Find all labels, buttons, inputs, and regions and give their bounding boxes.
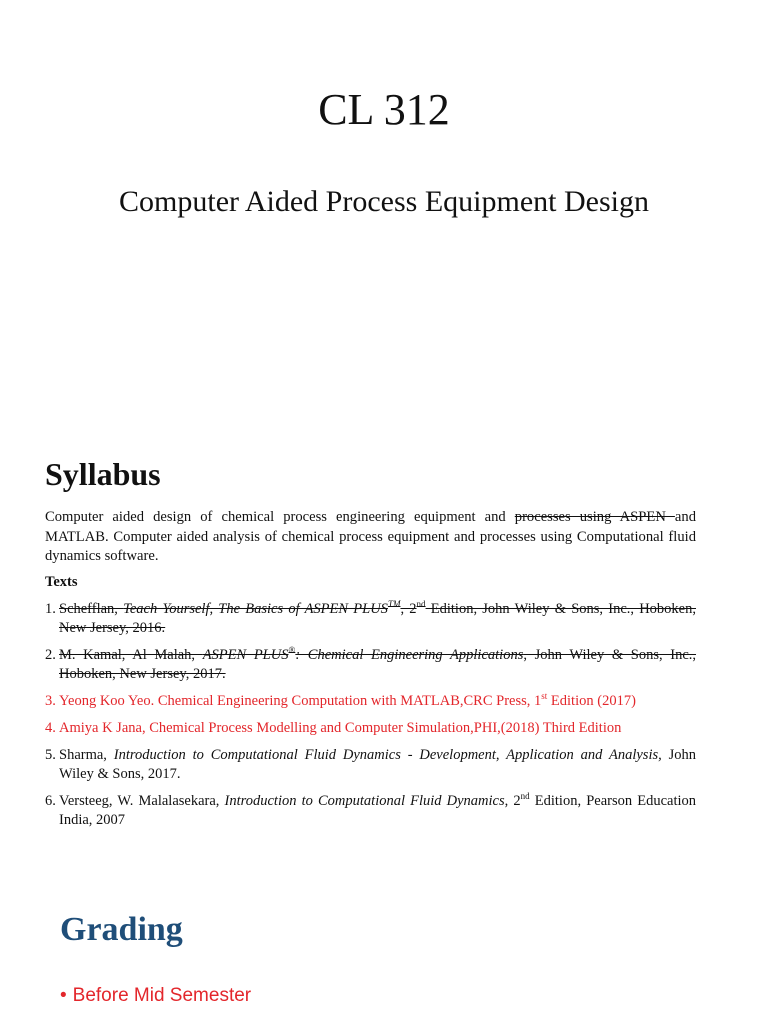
grading-heading: Grading: [60, 911, 183, 948]
reference-item: [45, 600, 696, 638]
reference-item: [45, 746, 696, 784]
course-code: CL 312: [318, 85, 450, 134]
bullet-icon: •: [60, 985, 67, 1006]
reference-text: M. Kamal, Al Malah, ASPEN PLUS®: Chemical Engineering Applications, John Wiley & Sons, Inc., Hoboken, New Jersey, 2017.: [59, 645, 697, 682]
syllabus-text-struck: processes using ASPEN: [514, 509, 675, 525]
grading-item-label: Before Mid Semester: [72, 985, 252, 1006]
reference-item: [45, 692, 696, 711]
reference-number: 3.: [45, 693, 56, 709]
reference-number: 4.: [45, 720, 56, 736]
grading-bullet-item: [60, 982, 251, 1010]
reference-number: 6.: [45, 793, 56, 809]
reference-text: Yeong Koo Yeo. Chemical Engineering Computation with MATLAB,CRC Press, 1st Edition (2017): [59, 691, 636, 709]
syllabus-heading: Syllabus: [45, 456, 161, 492]
reference-number: 1.: [45, 601, 56, 617]
course-title: Computer Aided Process Equipment Design: [119, 185, 649, 218]
texts-label: Texts: [45, 574, 78, 590]
reference-item: [45, 646, 696, 684]
reference-item: [45, 792, 696, 830]
reference-item: [45, 719, 696, 738]
syllabus-text-start: Computer aided design of chemical process engineering equipment and: [45, 509, 515, 525]
reference-text: Amiya K Jana, Chemical Process Modelling and Computer Simulation,PHI,(2018) Third Edition: [59, 720, 622, 736]
syllabus-description: [45, 508, 696, 567]
reference-list: [45, 600, 696, 838]
reference-text: Versteeg, W. Malalasekara, Introduction to Computational Fluid Dynamics, 2nd Edition, Pearson Education India, 2007: [59, 791, 697, 828]
syllabus-text-end: and MATLAB. Computer aided analysis of chemical process equipment and processes using Computational fluid dynamics software.: [45, 509, 696, 564]
reference-number: 2.: [45, 647, 56, 663]
reference-text: Sharma, Introduction to Computational Fluid Dynamics - Development, Application and Analysis, John Wiley & Sons, 2017.: [59, 747, 696, 782]
reference-number: 5.: [45, 747, 56, 763]
reference-text: Schefflan, Teach Yourself, The Basics of ASPEN PLUS™, 2nd Edition, John Wiley & Sons, Inc., Hoboken, New Jersey, 2016.: [59, 599, 696, 636]
